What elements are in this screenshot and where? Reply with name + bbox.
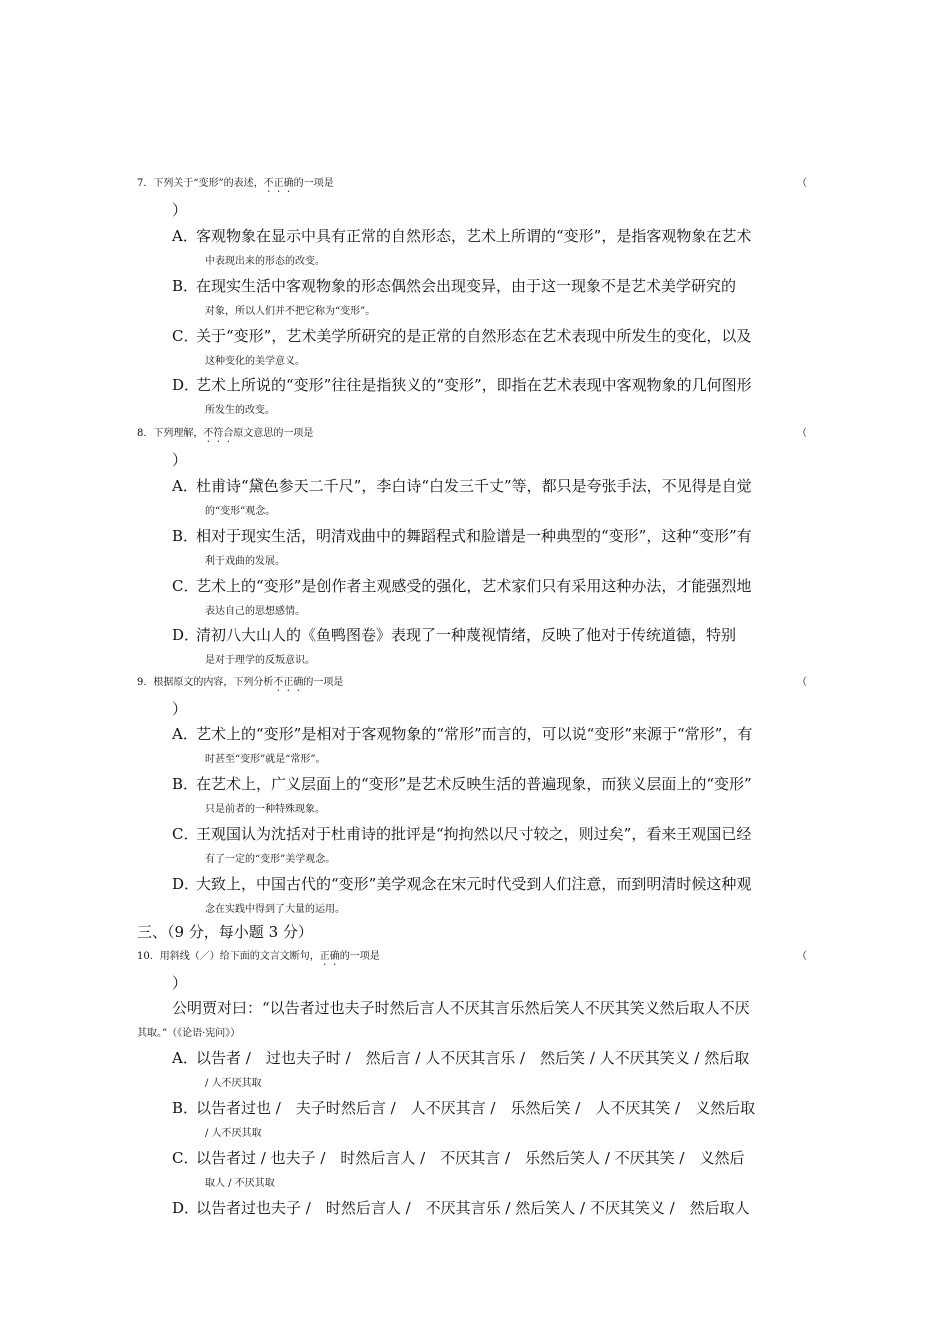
option-letter: D． bbox=[172, 1199, 200, 1217]
option-text: 相对于现实生活，明清戏曲中的舞蹈程式和脸谱是一种典型的“变形”，这种“变形”有 bbox=[196, 527, 752, 545]
option-text: / 人不厌其取 bbox=[205, 1128, 262, 1139]
option-letter: A． bbox=[172, 725, 198, 743]
option-letter: A． bbox=[172, 227, 198, 245]
question-stem-text: 10．用斜线（／）给下面的文言文断句， bbox=[137, 951, 320, 962]
option-text: 客观物象在显示中具有正常的自然形态，艺术上所谓的“变形”，是指客观物象在艺术 bbox=[196, 227, 752, 245]
option-text: 这种变化的美学意义。 bbox=[205, 356, 305, 367]
option-d bbox=[172, 1196, 817, 1221]
question-stem-text: 的一项是 bbox=[339, 951, 380, 962]
option-text: 杜甫诗“黛色参天二千尺”，李白诗“白发三千丈”等，都只是夸张手法，不见得是自觉 bbox=[196, 477, 752, 495]
option-text: 艺术上所说的“变形”往往是指狭义的“变形”，即指在艺术表现中客观物象的几何图形 bbox=[196, 376, 752, 394]
answer-paren-open: （ bbox=[797, 951, 807, 962]
option-text: 在艺术上，广义层面上的“变形”是艺术反映生活的普遍现象，而狭义层面上的“变形” bbox=[196, 775, 752, 793]
question-9-stem bbox=[137, 671, 817, 695]
option-text: 以告者过 / 也夫子 / 时然后言人 / 不厌其言 / 乐然后笑人 / 不厌其笑 / 义然后 bbox=[196, 1149, 745, 1167]
answer-paren-close: ） bbox=[172, 201, 188, 219]
option-b bbox=[172, 772, 817, 822]
option-a bbox=[172, 1046, 817, 1096]
question-8-stem bbox=[137, 422, 817, 446]
option-letter: C． bbox=[172, 1149, 199, 1167]
option-text: 在现实生活中客观物象的形态偶然会出现变异，由于这一现象不是艺术美学研究的 bbox=[196, 277, 737, 295]
option-text: 清初八大山人的《鱼鸭图卷》表现了一种蔑视情绪，反映了他对于传统道德，特别 bbox=[196, 626, 737, 644]
option-text: 以告者过也 / 夫子时然后言 / 人不厌其言 / 乐然后笑 / 人不厌其笑 / 义然后取 bbox=[196, 1099, 756, 1117]
option-a bbox=[172, 224, 817, 274]
option-letter: D． bbox=[172, 875, 200, 893]
option-text: 表达自己的思想感情。 bbox=[205, 606, 305, 617]
question-stem-text: 的一项是 bbox=[303, 677, 344, 688]
option-b bbox=[172, 274, 817, 324]
option-text: 的“变形”观念。 bbox=[205, 506, 276, 517]
option-letter: A． bbox=[172, 1049, 198, 1067]
option-text: 以告者 / 过也夫子时 / 然后言 / 人不厌其言乐 / 然后笑 / 人不厌其笑义 / 然后取 bbox=[196, 1049, 750, 1067]
option-text: 有了一定的“变形”美学观念。 bbox=[205, 854, 336, 865]
option-d bbox=[172, 623, 817, 673]
option-c bbox=[172, 822, 817, 872]
option-text: 取人 / 不厌其取 bbox=[205, 1178, 275, 1189]
option-a bbox=[172, 722, 817, 772]
option-letter: B． bbox=[172, 775, 199, 793]
option-letter: B． bbox=[172, 527, 199, 545]
answer-paren-open: （ bbox=[797, 677, 807, 688]
option-text: 只是前者的一种特殊现象。 bbox=[205, 804, 325, 815]
option-text: 关于“变形”，艺术美学所研究的是正常的自然形态在艺术表现中所发生的变化，以及 bbox=[196, 327, 752, 345]
question-stem-text: 9．根据原文的内容，下列分析 bbox=[137, 677, 274, 688]
option-text: 艺术上的“变形”是相对于客观物象的“常形”而言的，可以说“变形”来源于“常形”，有 bbox=[196, 725, 753, 743]
option-letter: D． bbox=[172, 376, 200, 394]
option-letter: A． bbox=[172, 477, 198, 495]
option-letter: B． bbox=[172, 1099, 199, 1117]
emphasis-text: 不正确 bbox=[273, 677, 304, 688]
option-c bbox=[172, 324, 817, 374]
emphasis-text: 不符合 bbox=[203, 428, 234, 439]
option-b bbox=[172, 524, 817, 574]
classical-passage bbox=[137, 995, 817, 1047]
option-text: 对象，所以人们并不把它称为“变形”。 bbox=[205, 306, 376, 317]
passage-text: 公明贾对曰：“以告者过也夫子时然后言人不厌其言乐然后笑人不厌其笑义然后取人不厌 bbox=[172, 999, 750, 1017]
option-text: 念在实践中得到了大量的运用。 bbox=[205, 904, 345, 915]
question-7-stem bbox=[137, 172, 817, 196]
option-letter: C． bbox=[172, 577, 199, 595]
option-text: / 人不厌其取 bbox=[205, 1078, 262, 1089]
option-text: 艺术上的“变形”是创作者主观感受的强化，艺术家们只有采用这种办法，才能强烈地 bbox=[196, 577, 752, 595]
option-text: 利于戏曲的发展。 bbox=[205, 556, 285, 567]
section-heading: 三、（9 分，每小题 3 分） bbox=[137, 923, 313, 941]
option-text: 以告者过也夫子 / 时然后言人 / 不厌其言乐 / 然后笑人 / 不厌其笑义 / 然后取人 bbox=[196, 1199, 750, 1217]
answer-paren-open: （ bbox=[797, 178, 807, 189]
question-stem-text: 的一项是 bbox=[293, 178, 334, 189]
option-c bbox=[172, 1146, 817, 1196]
option-d bbox=[172, 373, 817, 423]
option-b bbox=[172, 1096, 817, 1146]
answer-paren-close: ） bbox=[172, 700, 188, 718]
option-text: 大致上，中国古代的“变形”美学观念在宋元时代受到人们注意，而到明清时候这种观 bbox=[196, 875, 752, 893]
option-text: 王观国认为沈括对于杜甫诗的批评是“拘拘然以尺寸较之，则过矣”，看来王观国已经 bbox=[196, 825, 752, 843]
question-stem-text: 7．下列关于“变形”的表述， bbox=[137, 178, 264, 189]
question-stem-text: 原文意思的一项是 bbox=[233, 428, 314, 439]
option-letter: C． bbox=[172, 825, 199, 843]
answer-paren-close: ） bbox=[172, 974, 188, 992]
answer-paren-open: （ bbox=[797, 428, 807, 439]
option-a bbox=[172, 474, 817, 524]
option-letter: C． bbox=[172, 327, 199, 345]
option-letter: B． bbox=[172, 277, 199, 295]
option-letter: D． bbox=[172, 626, 200, 644]
option-text: 是对于理学的反叛意识。 bbox=[205, 655, 315, 666]
option-text: 中表现出来的形态的改变。 bbox=[205, 256, 325, 267]
option-d bbox=[172, 872, 817, 922]
option-text: 时甚至“变形”就是“常形”。 bbox=[205, 754, 326, 765]
emphasis-text: 正确 bbox=[319, 951, 340, 962]
passage-text: 其取。”（《论语·宪问》） bbox=[137, 1028, 241, 1039]
emphasis-text: 不正确 bbox=[263, 178, 294, 189]
option-text: 所发生的改变。 bbox=[205, 405, 275, 416]
answer-paren-close: ） bbox=[172, 451, 188, 469]
question-10-stem bbox=[137, 945, 817, 969]
question-stem-text: 8．下列理解， bbox=[137, 428, 204, 439]
option-c bbox=[172, 574, 817, 624]
